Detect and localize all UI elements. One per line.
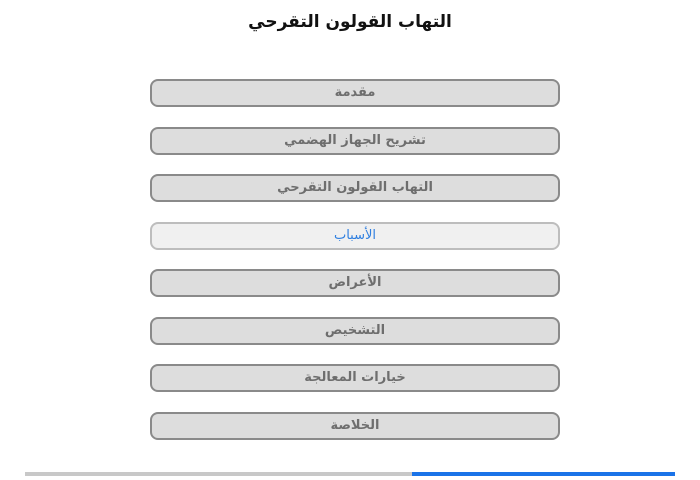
page-title: التهاب القولون التقرحي: [248, 12, 452, 32]
menu-item-digestive-anatomy[interactable]: تشريح الجهاز الهضمي: [150, 127, 560, 155]
menu-item-causes[interactable]: الأسباب: [150, 222, 560, 250]
menu-item-introduction[interactable]: مقدمة: [150, 79, 560, 107]
progress-bar: [25, 472, 675, 476]
chapter-menu: [150, 79, 560, 459]
menu-item-summary[interactable]: الخلاصة: [150, 412, 560, 440]
menu-item-symptoms[interactable]: الأعراض: [150, 269, 560, 297]
menu-item-ulcerative-colitis[interactable]: التهاب القولون التقرحي: [150, 174, 560, 202]
progress-bar-fill: [412, 472, 675, 476]
menu-item-diagnosis[interactable]: التشخيص: [150, 317, 560, 345]
menu-item-treatment-options[interactable]: خيارات المعالجة: [150, 364, 560, 392]
